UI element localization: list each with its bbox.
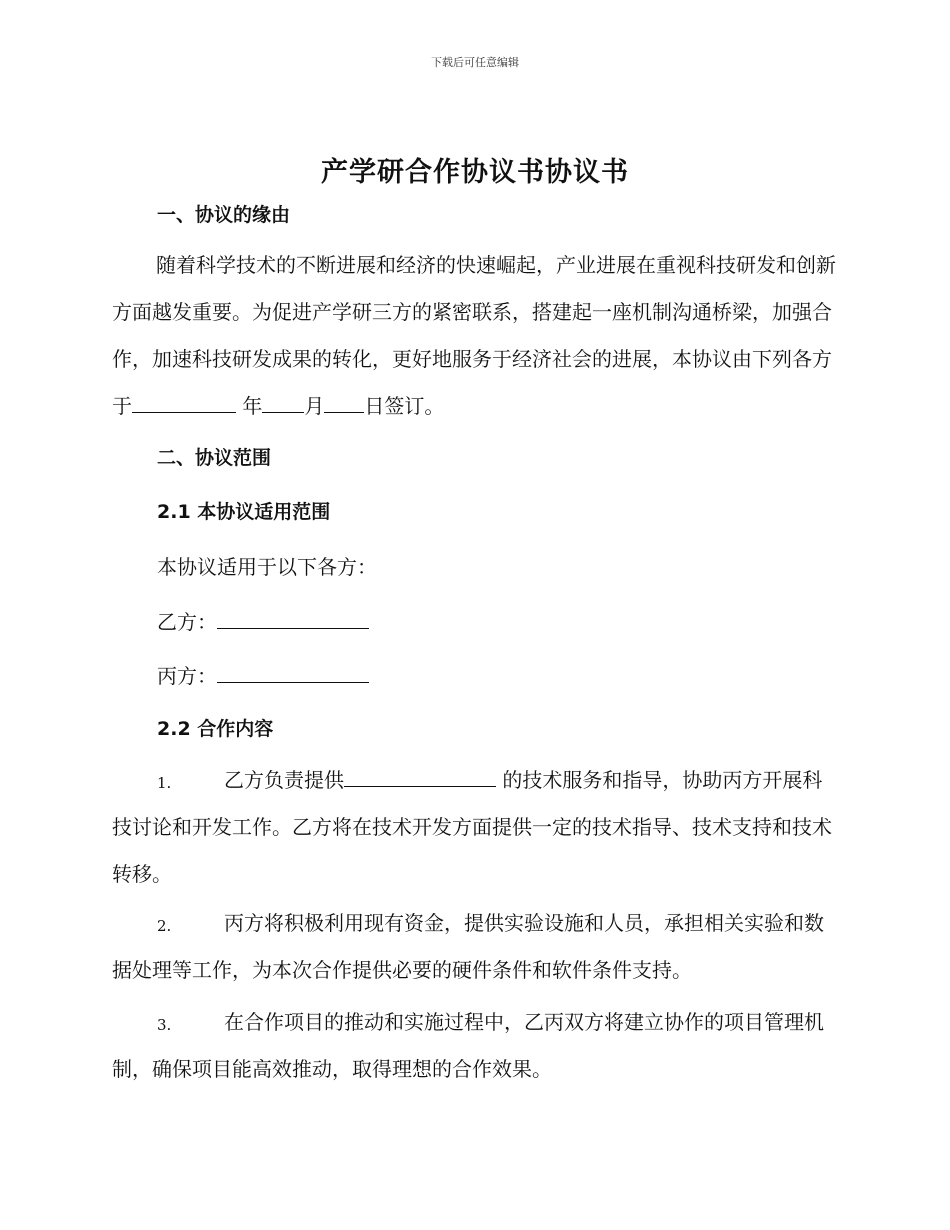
month-label: 月 (304, 394, 325, 418)
item-3-text: 在合作项目的推动和实施过程中，乙丙双方将建立协作的项目管理机制，确保项目能高效推动，取得理想的合作效果。 (112, 1010, 824, 1081)
section-2-heading: 二、协议范围 (157, 447, 272, 469)
header-note: 下载后可任意编辑 (431, 56, 519, 69)
subsection-2-2-heading: 2.2 合作内容 (157, 718, 274, 740)
subsection-2-1-heading: 2.1 本协议适用范围 (157, 501, 331, 523)
party-c-label: 丙方： (157, 664, 217, 688)
document-title: 产学研合作协议书协议书 (321, 157, 629, 188)
party-c-blank-line (217, 664, 369, 683)
party-b-label: 乙方： (157, 610, 217, 634)
year-label: 年 (242, 394, 263, 418)
item-1-number: 1. (157, 774, 172, 792)
item-2-text: 丙方将积极利用现有资金，提供实验设施和人员，承担相关实验和数据处理等工作，为本次合作提供必要的硬件条件和软件条件支持。 (112, 911, 824, 982)
item-1-paragraph (112, 757, 842, 898)
party-c-line (157, 660, 369, 689)
item-2-paragraph (112, 900, 842, 994)
item-3-paragraph (112, 999, 842, 1093)
applies-to-text: 本协议适用于以下各方： (157, 555, 377, 579)
party-b-line (157, 606, 369, 635)
day-label: 日签订。 (364, 394, 445, 418)
section-1-paragraph (112, 242, 842, 430)
month-blank-line (324, 394, 364, 413)
item-3-number: 3. (157, 1016, 172, 1034)
item-1-blank-line (344, 768, 496, 787)
item-1-text-rest: 科技讨论和开发工作。乙方将在技术开发方面提供一定的技术指导、技术支持和技术转移。 (112, 768, 832, 886)
item-2-number: 2. (157, 917, 172, 935)
party-b-blank-line (217, 610, 369, 629)
section-1-heading: 一、协议的缘由 (157, 204, 291, 226)
item-1-text-middle: 的技术服务和指导，协助丙方开展 (502, 768, 803, 792)
section-1-text: 随着科学技术的不断进展和经济的快速崛起，产业进展在重视科技研发和创新方面越发重要。为促进产学研三方的紧密联系，搭建起一座机制沟通桥梁，加强合作，加速科技研发成果的转化，更好地服务于经济社会的进展，本协议由下列各方于 (112, 253, 836, 418)
item-1-text-start: 乙方负责提供 (224, 768, 344, 792)
year-blank-line (262, 394, 304, 413)
date-blank-line (132, 394, 236, 413)
